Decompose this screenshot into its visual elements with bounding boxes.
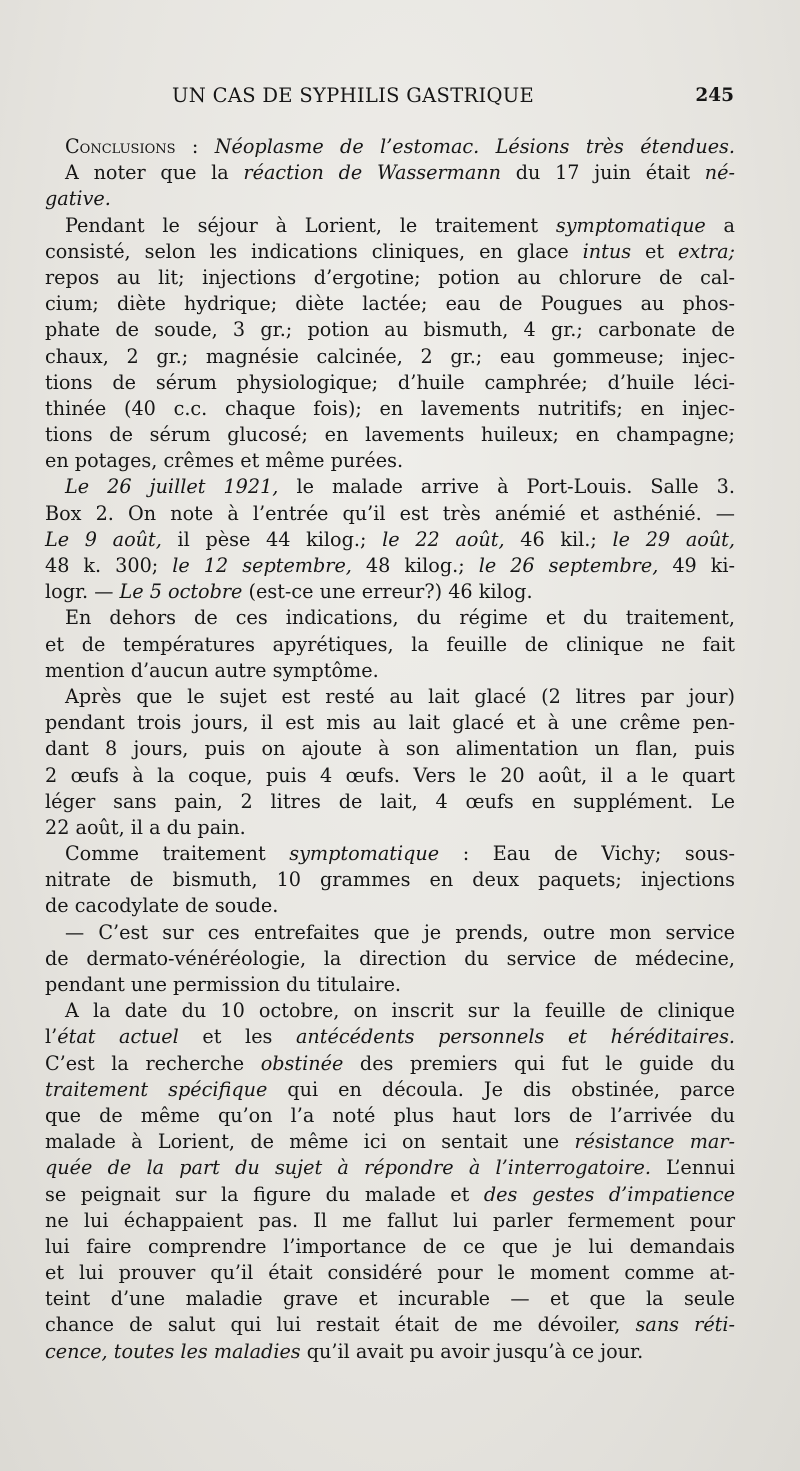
text-line — [45, 1182, 735, 1208]
text-run: et — [631, 239, 679, 263]
text-run: Box 2. On note à l’entrée qu’il est très anémié et asthénié. — — [45, 501, 735, 525]
text-run: 49 ki- — [658, 554, 735, 577]
text-run: 22 août, il a du pain. — [45, 815, 246, 839]
text-line — [45, 1286, 735, 1312]
text-run: thinée (40 c.c. chaque fois); en lavements nutritifs; en injec- — [45, 396, 735, 420]
text-run: Conclusions — [65, 135, 176, 158]
text-run: nitrate de bismuth, 10 grammes en deux paquets; injections — [45, 868, 735, 892]
text-line — [45, 527, 735, 553]
text-line — [45, 893, 735, 919]
text-run: Comme traitement — [65, 842, 290, 866]
text-line — [45, 448, 735, 474]
page-header — [62, 80, 734, 110]
italic-text: sans réti- — [635, 1313, 736, 1337]
text-line — [45, 763, 735, 789]
text-line — [45, 632, 735, 658]
text-run: du 17 juin était — [501, 161, 705, 185]
text-run: léger sans pain, 2 litres de lait, 4 œufs en supplément. Le — [45, 789, 735, 813]
text-run: tions de sérum physiologique; d’huile camphrée; d’huile léci- — [45, 370, 735, 394]
text-run: chaux, 2 gr.; magnésie calcinée, 2 gr.; eau gommeuse; injec- — [45, 344, 735, 368]
italic-text: gative. — [45, 187, 111, 211]
text-line — [45, 370, 735, 396]
text-run: de cacodylate de soude. — [45, 894, 279, 918]
text-line — [45, 265, 735, 291]
text-run: Pendant le séjour à Lorient, le traitement — [65, 213, 556, 237]
text-line — [45, 789, 735, 815]
text-run: que de même qu’on l’a noté plus haut lors de l’arrivée du — [45, 1103, 735, 1127]
italic-text: né- — [704, 161, 735, 185]
text-run: 48 kilog.; — [351, 554, 479, 577]
text-line — [45, 1103, 735, 1129]
text-run: ne lui échappaient pas. Il me fallut lui parler fermement pour — [45, 1208, 735, 1232]
text-line — [45, 1051, 735, 1077]
text-run: a — [705, 213, 735, 237]
text-run: 2 œufs à la coque, puis 4 œufs. Vers le 20 août, il a le quart — [45, 763, 735, 787]
text-run: C’est la recherche — [45, 1051, 261, 1075]
text-line — [45, 344, 735, 370]
text-run: : Eau de Vichy; sous- — [439, 842, 735, 866]
text-run: pendant une permission du titulaire. — [45, 973, 402, 996]
text-run: chance de salut qui lui restait était de me dévoiler, — [45, 1313, 636, 1337]
italic-text: quée de la part du sujet à répondre à l’interrogatoire. — [45, 1156, 651, 1180]
text-run: : — [175, 135, 215, 158]
text-run: l’ — [45, 1025, 58, 1049]
text-run: L’ennui — [650, 1156, 735, 1180]
italic-text: le 29 août, — [612, 527, 735, 551]
italic-text: obstinée — [260, 1051, 344, 1075]
text-run: 46 kil.; — [504, 527, 613, 551]
italic-text: Le 5 octobre — [119, 580, 243, 604]
text-run: Après que le sujet est resté au lait glacé (2 litres par jour) — [65, 684, 735, 708]
italic-text: résistance mar- — [574, 1130, 735, 1154]
text-line — [45, 239, 735, 265]
text-run: logr. — — [45, 580, 120, 604]
text-run: teint d’une maladie grave et incurable — et que la seule — [45, 1287, 735, 1311]
page-number: 245 — [695, 85, 734, 106]
text-line — [45, 1234, 735, 1260]
text-line — [45, 1077, 735, 1103]
text-line — [45, 841, 735, 867]
text-run: des premiers qui fut le guide du — [343, 1051, 736, 1075]
text-run: tions de sérum glucosé; en lavements huileux; en champagne; — [45, 423, 735, 447]
text-run: dant 8 jours, puis on ajoute à son alimentation un flan, puis — [45, 737, 735, 761]
text-run: qui en découla. Je dis obstinée, parce — [267, 1077, 736, 1101]
italic-text: symptomatique — [289, 842, 440, 866]
text-run: A noter que la — [65, 161, 244, 185]
text-line — [45, 684, 735, 710]
italic-text: Le 9 août, — [45, 527, 162, 551]
text-line — [45, 1312, 735, 1338]
text-line — [45, 1024, 735, 1050]
text-run: et lui prouver qu’il était considéré pour le moment comme at- — [45, 1261, 735, 1285]
text-line — [45, 1129, 735, 1155]
text-line — [45, 1208, 735, 1234]
text-line — [45, 658, 735, 684]
text-line — [45, 972, 735, 998]
text-run: lui faire comprendre l’importance de ce que je lui demandais — [45, 1234, 735, 1258]
italic-text: antécédents personnels et héréditaires. — [295, 1025, 736, 1049]
text-line — [45, 186, 735, 212]
text-run: le malade arrive à Port-Louis. Salle 3. — [278, 475, 735, 499]
text-run: En dehors de ces indications, du régime et du traitement, — [65, 606, 735, 630]
text-line — [45, 134, 735, 160]
text-line — [45, 1260, 735, 1286]
text-line — [45, 213, 735, 239]
text-line — [45, 710, 735, 736]
italic-text: état actuel — [57, 1025, 179, 1049]
text-line — [45, 815, 735, 841]
italic-text: Le 26 juillet 1921, — [65, 475, 279, 499]
text-run: repos au lit; injections d’ergotine; potion au chlorure de cal- — [45, 265, 735, 289]
text-line — [45, 605, 735, 631]
text-run: malade à Lorient, de même ici on sentait une — [45, 1130, 575, 1154]
italic-text: des gestes d’impatience — [483, 1182, 735, 1206]
text-line — [45, 867, 735, 893]
text-line — [45, 291, 735, 317]
italic-text: intus — [582, 239, 632, 263]
text-run: en potages, crêmes et même purées. — [45, 449, 404, 473]
text-run: qu’il avait pu avoir jusqu’à ce jour. — [300, 1339, 644, 1363]
italic-text: cence, toutes les maladies — [45, 1339, 301, 1363]
italic-text: le 12 septembre, — [172, 554, 352, 577]
text-run: et de températures apyrétiques, la feuille de clinique ne fait — [45, 632, 735, 656]
text-run: et les — [178, 1025, 296, 1049]
italic-text: le 26 septembre, — [478, 554, 659, 577]
text-line — [45, 1339, 735, 1365]
text-line — [45, 501, 735, 527]
italic-text: traitement spécifique — [45, 1077, 268, 1101]
text-line — [45, 422, 735, 448]
italic-text: Néoplasme de l’estomac. Lésions très étendues. — [214, 135, 735, 158]
text-run: (est-ce une erreur?) 46 kilog. — [242, 580, 533, 604]
text-line — [45, 998, 735, 1024]
text-run: consisté, selon les indications cliniques, en glace — [45, 239, 583, 263]
text-line — [45, 317, 735, 343]
text-run: A la date du 10 octobre, on inscrit sur la feuille de clinique — [65, 999, 735, 1023]
text-line — [45, 160, 735, 186]
text-line — [45, 920, 735, 946]
running-title: UN CAS DE SYPHILIS GASTRIQUE — [172, 84, 535, 107]
text-run: pendant trois jours, il est mis au lait glacé et à une crême pen- — [45, 711, 735, 735]
text-run: phate de soude, 3 gr.; potion au bismuth, 4 gr.; carbonate de — [45, 318, 735, 342]
text-line — [45, 1155, 735, 1181]
body-text — [45, 134, 735, 1365]
text-line — [45, 736, 735, 762]
text-run: se peignait sur la figure du malade et — [45, 1182, 484, 1206]
italic-text: réaction de Wassermann — [243, 161, 502, 185]
text-run: il pèse 44 kilog.; — [161, 527, 383, 551]
text-run: mention d’aucun autre symptôme. — [45, 658, 379, 682]
italic-text: symptomatique — [555, 213, 706, 237]
text-run: cium; diète hydrique; diète lactée; eau de Pougues au phos- — [45, 292, 735, 316]
text-line — [45, 474, 735, 500]
text-line — [45, 946, 735, 972]
text-line — [45, 396, 735, 422]
italic-text: extra; — [678, 239, 735, 263]
text-run: de dermato-vénéréologie, la direction du service de médecine, — [45, 946, 735, 970]
text-run: 48 k. 300; — [45, 554, 173, 577]
text-run: — C’est sur ces entrefaites que je prends, outre mon service — [65, 920, 735, 944]
text-line — [45, 553, 735, 579]
italic-text: le 22 août, — [382, 527, 505, 551]
text-line — [45, 579, 735, 605]
